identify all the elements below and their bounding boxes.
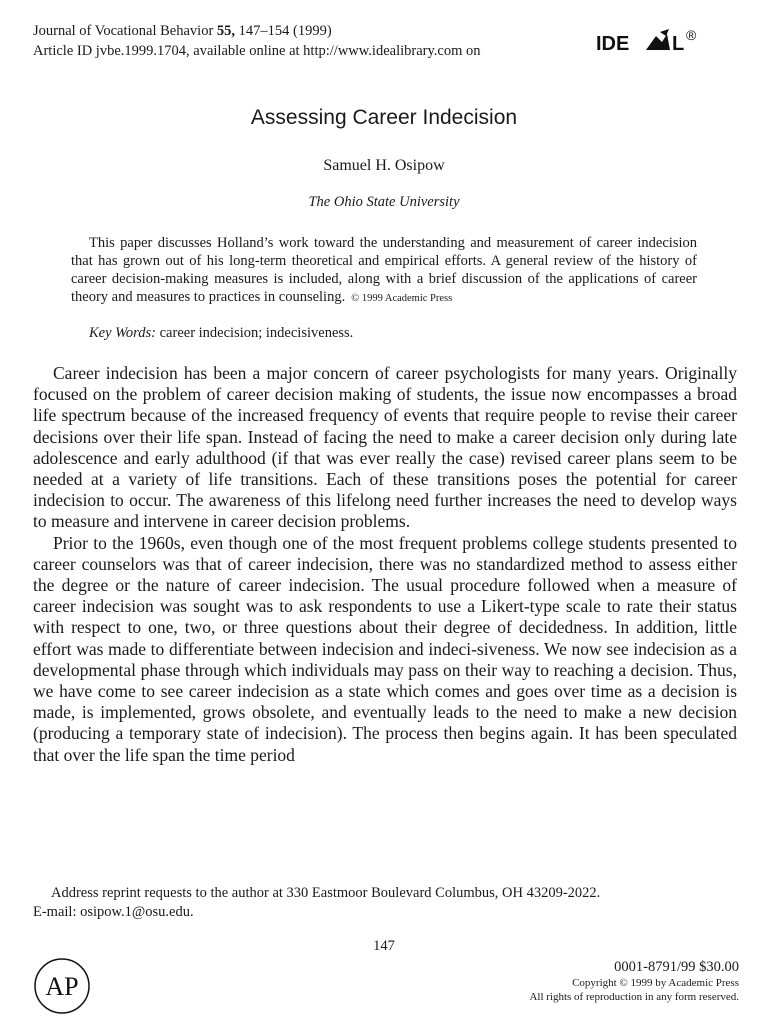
- author-affiliation: The Ohio State University: [308, 194, 460, 210]
- ideal-logo: [596, 26, 706, 62]
- registered-mark: ®: [686, 27, 697, 43]
- ideal-logo-text-left: IDE: [596, 33, 630, 55]
- journal-citation-line: [33, 21, 481, 41]
- mountain-icon: [646, 34, 670, 50]
- article-id-line: Article ID jvbe.1999.1704, available online at http://www.idealibrary.com on: [33, 43, 481, 59]
- academic-press-logo: [33, 957, 91, 1015]
- author-name: Samuel H. Osipow: [323, 157, 445, 174]
- paper-title: Assessing Career Indecision: [250, 106, 518, 129]
- footnote: [33, 884, 737, 922]
- journal-volume: 55,: [216, 23, 236, 39]
- copyright-block: [529, 959, 739, 1004]
- copyright-line: Copyright © 1999 by Academic Press: [572, 977, 739, 989]
- logo-text: AP: [45, 972, 79, 1001]
- rights-line: All rights of reproduction in any form reserved.: [529, 991, 739, 1003]
- body-paragraph: Prior to the 1960s, even though one of the most frequent problems college students presented to career counselors was that of career indecision, there was no standardized method to assess either the degree or the nature of career indecision. The usual procedure followed when a measure of career indecision was sought was to ask respondents to use a Likert-type scale to rate their status with respect to one, two, or three questions about their degree of decidedness. In addition, little effort was made to differentiate between indecision and indeci-siveness. We now see indecision as a developmental phase through which individuals may pass on their way to reaching a decision. Thus, we have come to see career indecision as a state which comes and goes over time as a decision is made, is implemented, grows obsolete, and eventually leads to the need to make a new decision (producing a temporary state of indecision). The process then begins again. It has been speculated that over the life span the time period: [33, 532, 737, 765]
- abstract: [71, 234, 697, 308]
- flag-icon: [660, 29, 669, 36]
- ideal-logo-text-right: L: [672, 33, 685, 55]
- abstract-text: This paper discusses Holland’s work toward the understanding and measurement of career indecision that has grown out of his long-term theoretical and empirical efforts. A general review of the history of career decision-making measures is included, along with a brief discussion of the applications of career theory and measures to practices in counseling.: [71, 235, 697, 305]
- journal-name: Journal of Vocational Behavior: [33, 23, 214, 39]
- keywords: [89, 325, 353, 342]
- footnote-email: E-mail: osipow.1@osu.edu.: [33, 904, 194, 920]
- body-paragraph: Career indecision has been a major concern of career psychologists for many years. Originally focused on the problem of career decision making of students, the issue now encompasses a broad life spectrum because of the increased frequency of events that require people to revise their career decisions over their life span. Instead of facing the need to make a career decision only during late adolescence and early adulthood (if that was ever really the case) revised career plans seem to be needed at a variety of life transitions. Each of these transitions poses the potential for career indecision to occur. The awareness of this lifelong need further increases the need to develop ways to measure and intervene in career decision problems.: [33, 363, 737, 532]
- journal-pages-year: 147–154 (1999): [238, 23, 332, 39]
- body-text: [33, 363, 737, 766]
- page-number: 147: [373, 938, 395, 954]
- footnote-address: Address reprint requests to the author at 330 Eastmoor Boulevard Columbus, OH 43209-2022.: [51, 885, 601, 901]
- keywords-label: Key Words:: [89, 325, 156, 341]
- journal-header: [33, 21, 481, 61]
- issn-price: 0001-8791/99 $30.00: [614, 959, 739, 975]
- keywords-text: career indecision; indecisiveness.: [159, 325, 354, 341]
- abstract-copyright: © 1999 Academic Press: [351, 293, 453, 304]
